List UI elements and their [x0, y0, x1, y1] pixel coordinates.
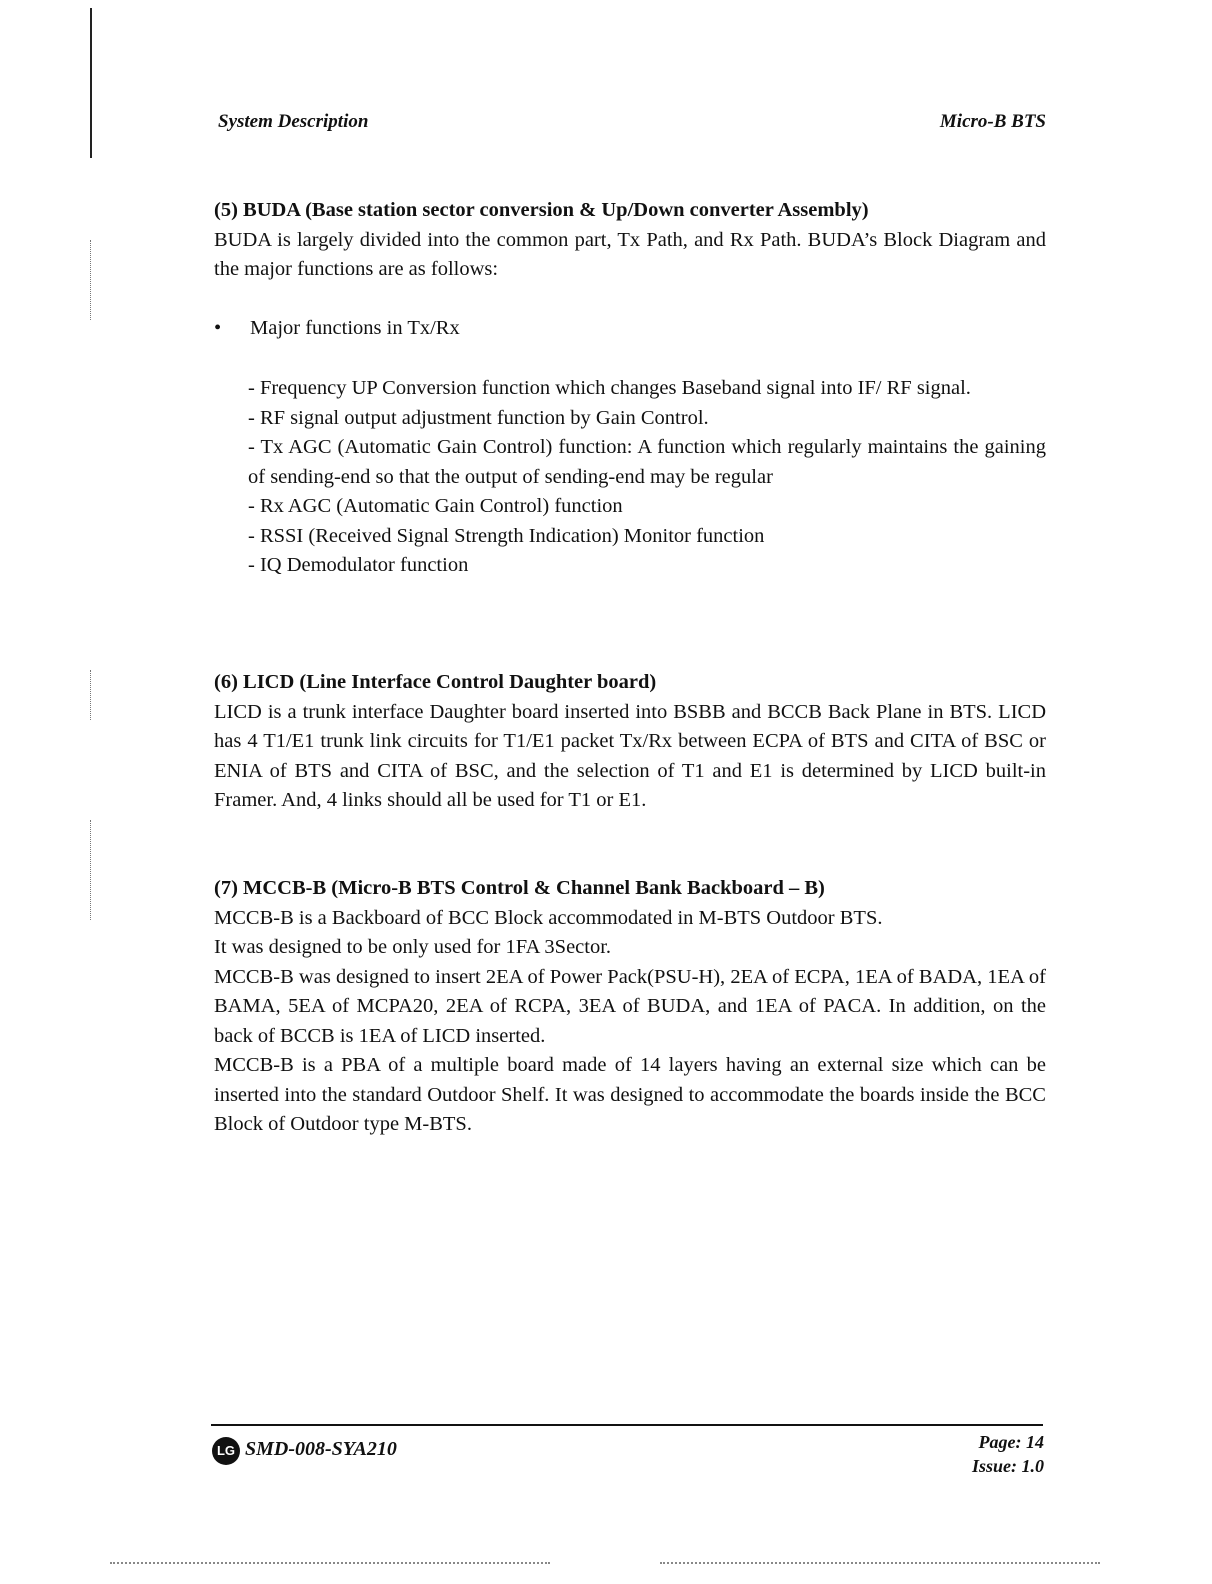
function-item: - Tx AGC (Automatic Gain Control) function: A function which regularly maintains the gaining of sending-end so that the output of sending-end may be regular: [248, 436, 1046, 488]
section-buda: [214, 196, 1046, 285]
footer-rule: [211, 1424, 1043, 1426]
section-mccb: [214, 874, 1046, 1140]
function-item: - Frequency UP Conversion function which changes Baseband signal into IF/ RF signal.: [248, 377, 971, 399]
header-title-right: Micro-B BTS: [939, 111, 1046, 132]
scan-bottom-dots: [110, 1562, 550, 1564]
function-item: - IQ Demodulator function: [248, 554, 469, 576]
section-body: BUDA is largely divided into the common part, Tx Path, and Rx Path. BUDA’s Block Diagram and the major functions are as follows:: [214, 228, 1046, 280]
lg-logo-icon: LG: [212, 1437, 240, 1465]
function-item: - Rx AGC (Automatic Gain Control) function: [248, 495, 623, 517]
page-number: Page: 14: [978, 1432, 1044, 1452]
section-heading: (5) BUDA (Base station sector conversion & Up/Down converter Assembly): [214, 199, 869, 221]
issue-number: Issue: 1.0: [971, 1456, 1044, 1476]
section-line: MCCB-B is a PBA of a multiple board made of 14 layers having an external size which can be inserted into the standard Outdoor Shelf. It was designed to accommodate the boards inside the BCC Block of Outdoor type M-BTS.: [214, 1054, 1046, 1135]
header-title-left: System Description: [218, 111, 369, 132]
bullet-text: Major functions in Tx/Rx: [250, 317, 460, 339]
section-line: It was designed to be only used for 1FA 3Sector.: [214, 936, 612, 958]
scan-edge-line: [90, 8, 92, 158]
section-line: MCCB-B is a Backboard of BCC Block accommodated in M-BTS Outdoor BTS.: [214, 906, 883, 929]
scan-edge-dots: [90, 820, 91, 920]
function-item: - RF signal output adjustment function by Gain Control.: [248, 406, 709, 429]
document-id: SMD-008-SYA210: [245, 1438, 397, 1460]
scan-edge-dots: [90, 670, 91, 720]
scan-edge-dots: [90, 240, 91, 320]
section-body: LICD is a trunk interface Daughter board inserted into BSBB and BCCB Back Plane in BTS. LICD has 4 T1/E1 trunk link circuits for T1/E1 packet Tx/Rx between ECPA of BTS and CITA of BSC or ENIA of BTS and CITA of BSC, and the selection of T1 and E1 is determined by LICD built-in Framer. And, 4 links should all be used for T1 or E1.: [214, 700, 1046, 811]
section-line: MCCB-B was designed to insert 2EA of Power Pack(PSU-H), 2EA of ECPA, 1EA of BADA, 1EA of BAMA, 5EA of MCPA20, 2EA of RCPA, 3EA of BUDA, and 1EA of PACA. In addition, on the back of BCCB is 1EA of LICD inserted.: [214, 965, 1046, 1047]
section-licd: [214, 668, 1046, 816]
scan-bottom-dots: [660, 1562, 1100, 1564]
function-item: - RSSI (Received Signal Strength Indication) Monitor function: [248, 524, 765, 547]
section-heading: (7) MCCB-B (Micro-B BTS Control & Channel Bank Backboard – B): [214, 877, 825, 899]
bullet-icon: •: [214, 317, 222, 339]
page-info: [972, 1430, 1044, 1478]
section-heading: (6) LICD (Line Interface Control Daughter board): [214, 671, 657, 693]
function-list: [248, 374, 1046, 581]
